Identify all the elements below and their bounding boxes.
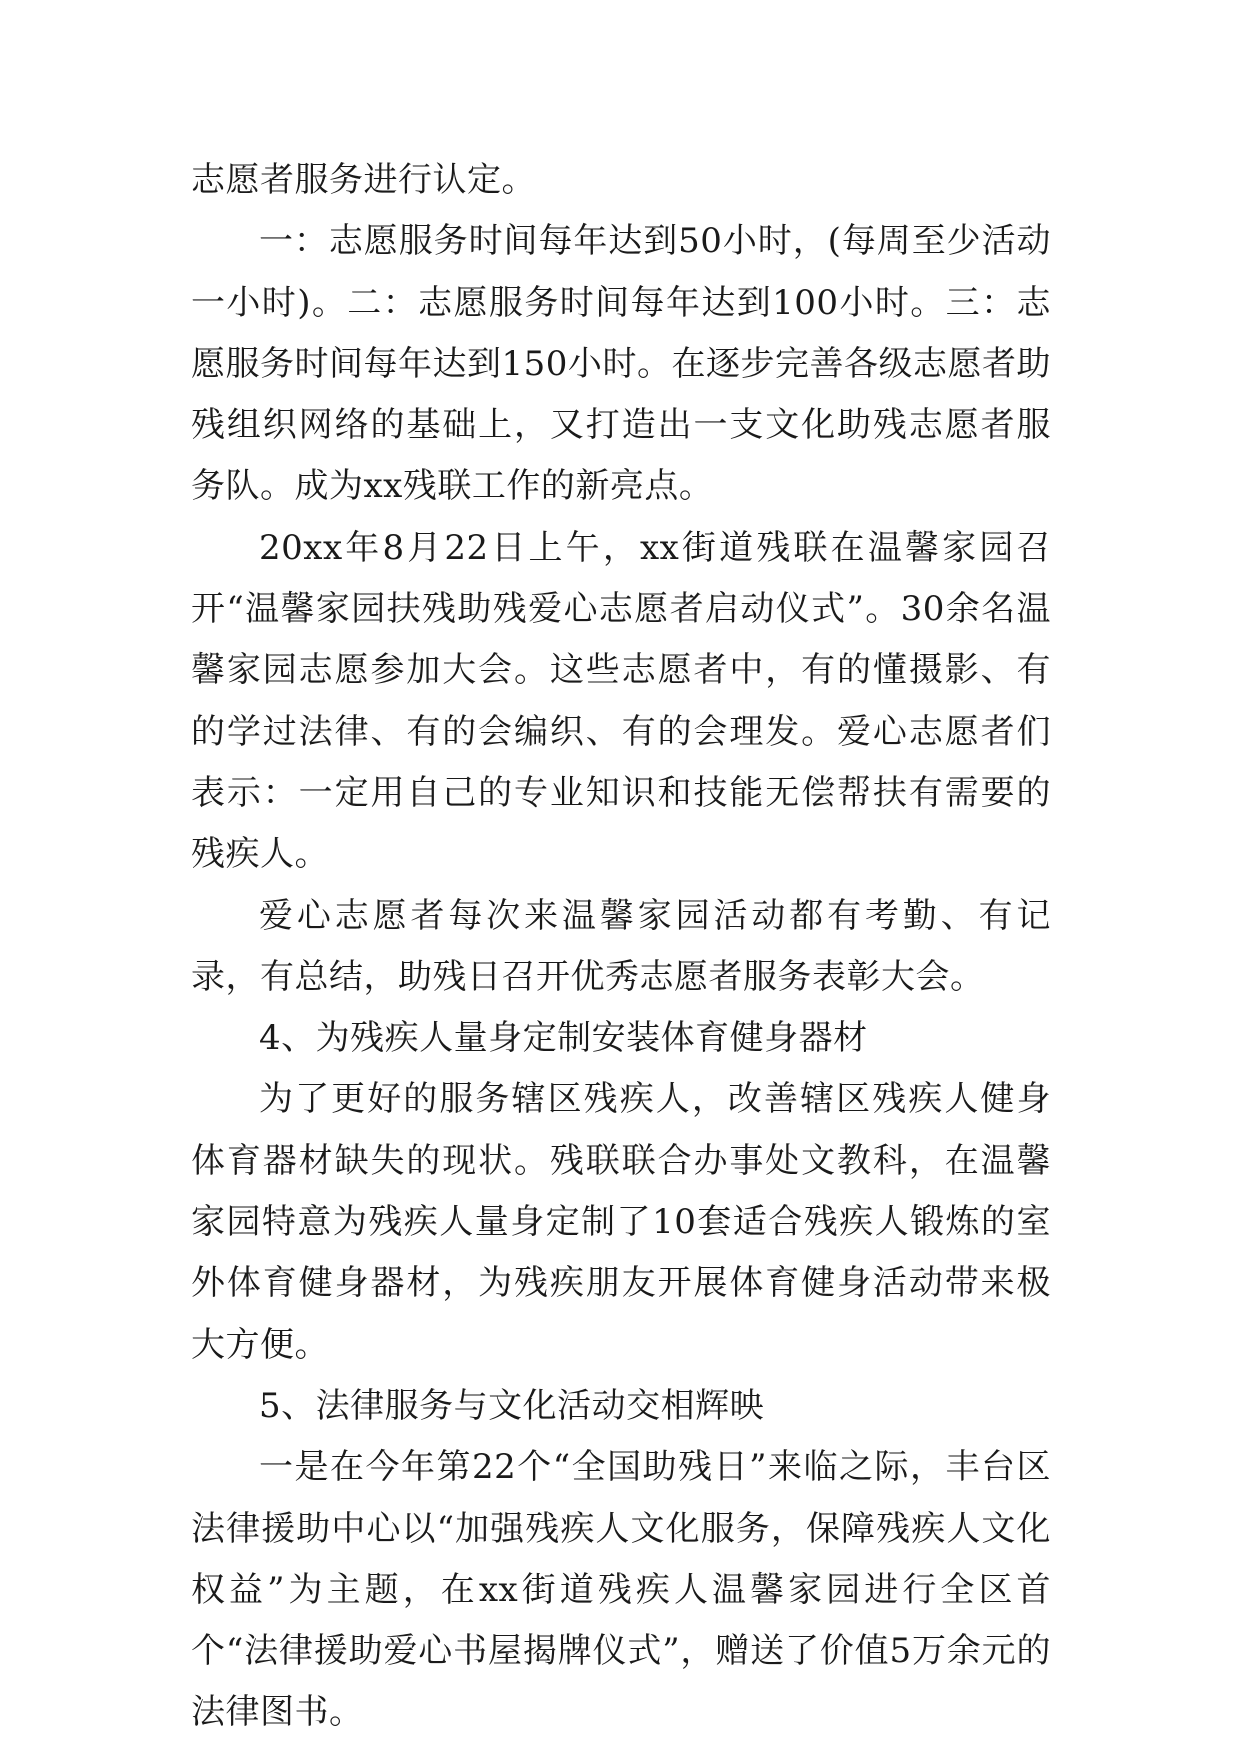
paragraph-service-hours: 一：志愿服务时间每年达到50小时，(每周至少活动一小时)。二：志愿服务时间每年达到100小时。三：志愿服务时间每年达到150小时。在逐步完善各级志愿者助残组织网络的基础上，又打造出一支文化助残志愿者服务队。成为xx残联工作的新亮点。 xyxy=(191,221,1051,507)
heading-legal-culture: 5、法律服务与文化活动交相辉映 xyxy=(259,1385,765,1426)
paragraph-attendance-records: 爱心志愿者每次来温馨家园活动都有考勤、有记录，有总结，助残日召开优秀志愿者服务表彰大会。 xyxy=(191,895,1051,997)
paragraph-launch-ceremony: 20xx年8月22日上午，xx街道残联在温馨家园召开“温馨家园扶残助残爱心志愿者启动仪式”。30余名温馨家园志愿参加大会。这些志愿者中，有的懂摄影、有的学过法律、有的会编织、有的会理发。爱心志愿者们表示：一定用自己的专业知识和技能无偿帮扶有需要的残疾人。 xyxy=(191,527,1051,875)
document-body xyxy=(191,150,1051,1744)
paragraph-fitness-equipment: 为了更好的服务辖区残疾人，改善辖区残疾人健身体育器材缺失的现状。残联联合办事处文教科，在温馨家园特意为残疾人量身定制了10套适合残疾人锻炼的室外体育健身器材，为残疾朋友开展体育健身活动带来极大方便。 xyxy=(191,1079,1051,1365)
paragraph-legal-aid-library: 一是在今年第22个“全国助残日”来临之际，丰台区法律援助中心以“加强残疾人文化服务，保障残疾人文化权益”为主题，在xx街道残疾人温馨家园进行全区首个“法律援助爱心书屋揭牌仪式”，赠送了价值5万余元的法律图书。 xyxy=(191,1447,1051,1733)
paragraph-continuation: 志愿者服务进行认定。 xyxy=(191,160,536,200)
heading-fitness-equipment: 4、为残疾人量身定制安装体育健身器材 xyxy=(259,1018,868,1059)
